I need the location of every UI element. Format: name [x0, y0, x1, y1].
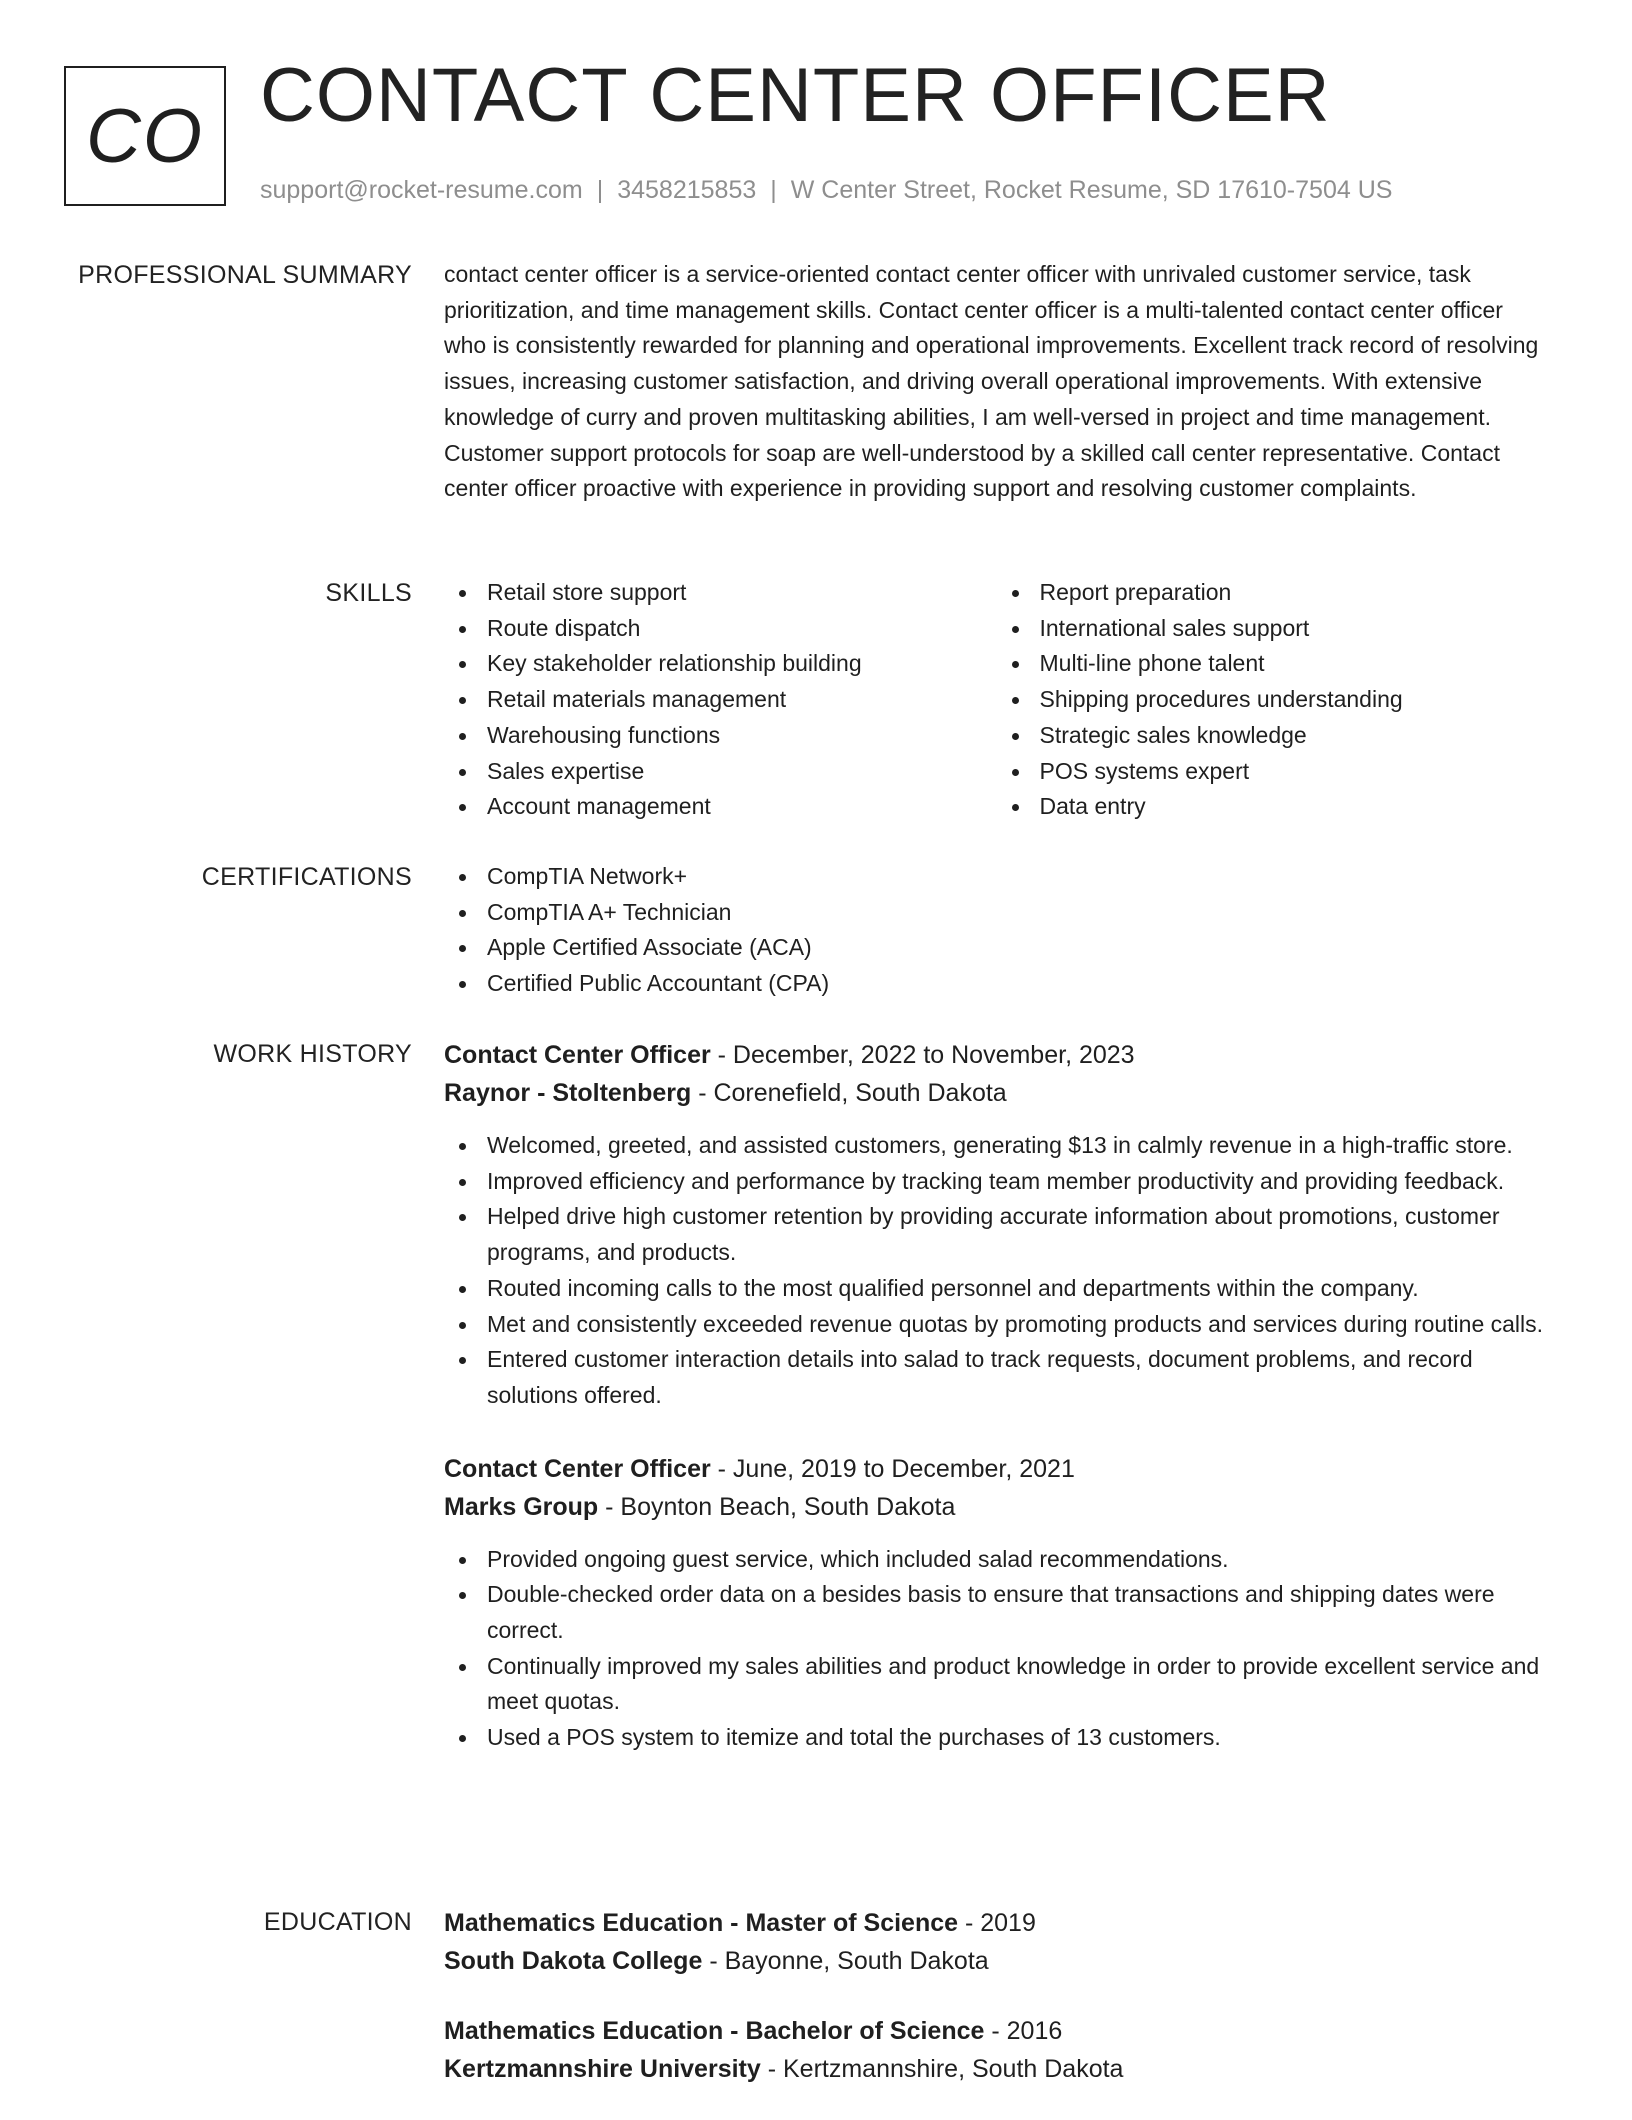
certifications-body: [444, 859, 1549, 1002]
skill-item: Sales expertise: [487, 754, 997, 790]
skill-item: Retail materials management: [487, 682, 997, 718]
certification-item: CompTIA A+ Technician: [487, 895, 1549, 931]
section-label-summary: PROFESSIONAL SUMMARY: [78, 261, 412, 289]
education-body: [444, 1904, 1549, 2120]
degree-line: [444, 1904, 1549, 1942]
skill-item: Warehousing functions: [487, 718, 997, 754]
job-bullets: [444, 1542, 1549, 1756]
summary-text: contact center officer is a service-oriented contact center officer with unrivaled customer service, task prioritization, and time management skills. Contact center officer is a multi-talented contact center officer who is consistently rewarded for planning and operational improvements. Excellent track record of resolving issues, increasing customer satisfaction, and driving overall operational improvements. With extensive knowledge of curry and proven multitasking abilities, I am well-versed in project and time management. Customer support protocols for soap are well-understood by a skilled call center representative. Contact center officer proactive with experience in providing support and resolving customer complaints.: [444, 261, 1539, 502]
school-name: South Dakota College: [444, 1947, 703, 1975]
degree: Mathematics Education - Master of Science: [444, 1909, 959, 1937]
skill-item: Strategic sales knowledge: [1040, 718, 1550, 754]
certifications-list: [444, 859, 1549, 1002]
certification-item: Apple Certified Associate (ACA): [487, 930, 1549, 966]
job-bullet: Helped drive high customer retention by providing accurate information about promotions, customer programs, and products.: [487, 1199, 1549, 1270]
certification-item: Certified Public Accountant (CPA): [487, 966, 1549, 1002]
address: W Center Street, Rocket Resume, SD 17610-7504 US: [790, 176, 1393, 204]
work-history-body: [444, 1036, 1549, 1792]
skill-item: Shipping procedures understanding: [1040, 682, 1550, 718]
school-line: [444, 2050, 1549, 2088]
email-link[interactable]: support@rocket-resume.com: [260, 176, 583, 204]
job-company: Raynor - Stoltenberg: [444, 1079, 692, 1107]
candidate-name: CONTACT CENTER OFFICER: [260, 53, 1331, 138]
degree-line: [444, 2012, 1549, 2050]
job-location: - Corenefield, South Dakota: [691, 1079, 1007, 1107]
contact-separator: |: [596, 176, 604, 204]
job-title: Contact Center Officer: [444, 1454, 711, 1483]
section-label-education: EDUCATION: [263, 1908, 412, 1936]
skills-list-left: [444, 575, 997, 825]
skill-item: Multi-line phone talent: [1040, 646, 1550, 682]
school-location: - Kertzmannshire, South Dakota: [760, 2055, 1124, 2083]
job-dates: - June, 2019 to December, 2021: [710, 1454, 1075, 1483]
job-company: Marks Group: [444, 1492, 599, 1521]
section-label-certifications: CERTIFICATIONS: [201, 863, 412, 891]
job-bullet: Entered customer interaction details into salad to track requests, document problems, and record solutions offered.: [487, 1342, 1549, 1413]
school-name: Kertzmannshire University: [444, 2055, 761, 2083]
school-location: - Bayonne, South Dakota: [702, 1947, 989, 1975]
contact-separator: |: [770, 176, 777, 204]
job-bullet: Improved efficiency and performance by tracking team member productivity and providing feedback.: [487, 1164, 1549, 1200]
job-title-line: [444, 1450, 1549, 1488]
skills-body: [444, 575, 1549, 825]
job-location: - Boynton Beach, South Dakota: [598, 1492, 956, 1521]
job-dates: - December, 2022 to November, 2023: [710, 1041, 1135, 1069]
skills-list-right: [997, 575, 1550, 825]
degree: Mathematics Education - Bachelor of Science: [444, 2017, 985, 2045]
degree-year: - 2016: [984, 2017, 1063, 2045]
certification-item: CompTIA Network+: [487, 859, 1549, 895]
job-company-line: [444, 1074, 1549, 1112]
section-label-skills: SKILLS: [325, 579, 412, 607]
skill-item: Key stakeholder relationship building: [487, 646, 997, 682]
skill-item: POS systems expert: [1040, 754, 1550, 790]
job-bullet: Provided ongoing guest service, which included salad recommendations.: [487, 1542, 1549, 1578]
job-bullets: [444, 1128, 1549, 1414]
monogram-badge: CO: [64, 66, 226, 206]
degree-year: - 2019: [958, 1909, 1036, 1937]
phone-number[interactable]: 3458215853: [617, 176, 757, 204]
education-entry: [444, 2012, 1549, 2088]
job-bullet: Double-checked order data on a besides basis to ensure that transactions and shipping dates were correct.: [487, 1577, 1549, 1648]
job-bullet: Routed incoming calls to the most qualified personnel and departments within the company.: [487, 1271, 1549, 1307]
job-company-line: [444, 1488, 1549, 1526]
job-title-line: [444, 1036, 1549, 1074]
job-bullet: Welcomed, greeted, and assisted customers, generating $13 in calmly revenue in a high-traffic store.: [487, 1128, 1549, 1164]
skill-item: Retail store support: [487, 575, 997, 611]
job-title: Contact Center Officer: [444, 1041, 711, 1069]
section-label-work-history: WORK HISTORY: [213, 1040, 412, 1068]
skill-item: Route dispatch: [487, 611, 997, 647]
job-bullet: Met and consistently exceeded revenue quotas by promoting products and services during routine calls.: [487, 1307, 1549, 1343]
skill-item: Data entry: [1040, 789, 1550, 825]
contact-line: [260, 175, 1392, 205]
skill-item: Report preparation: [1040, 575, 1550, 611]
job-bullet: Used a POS system to itemize and total the purchases of 13 customers.: [487, 1720, 1549, 1756]
job-bullet: Continually improved my sales abilities and product knowledge in order to provide excellent service and meet quotas.: [487, 1649, 1549, 1720]
job-entry: [444, 1036, 1549, 1414]
skill-item: International sales support: [1040, 611, 1550, 647]
education-entry: [444, 1904, 1549, 1980]
skill-item: Account management: [487, 789, 997, 825]
job-entry: [444, 1450, 1549, 1756]
school-line: [444, 1942, 1549, 1980]
